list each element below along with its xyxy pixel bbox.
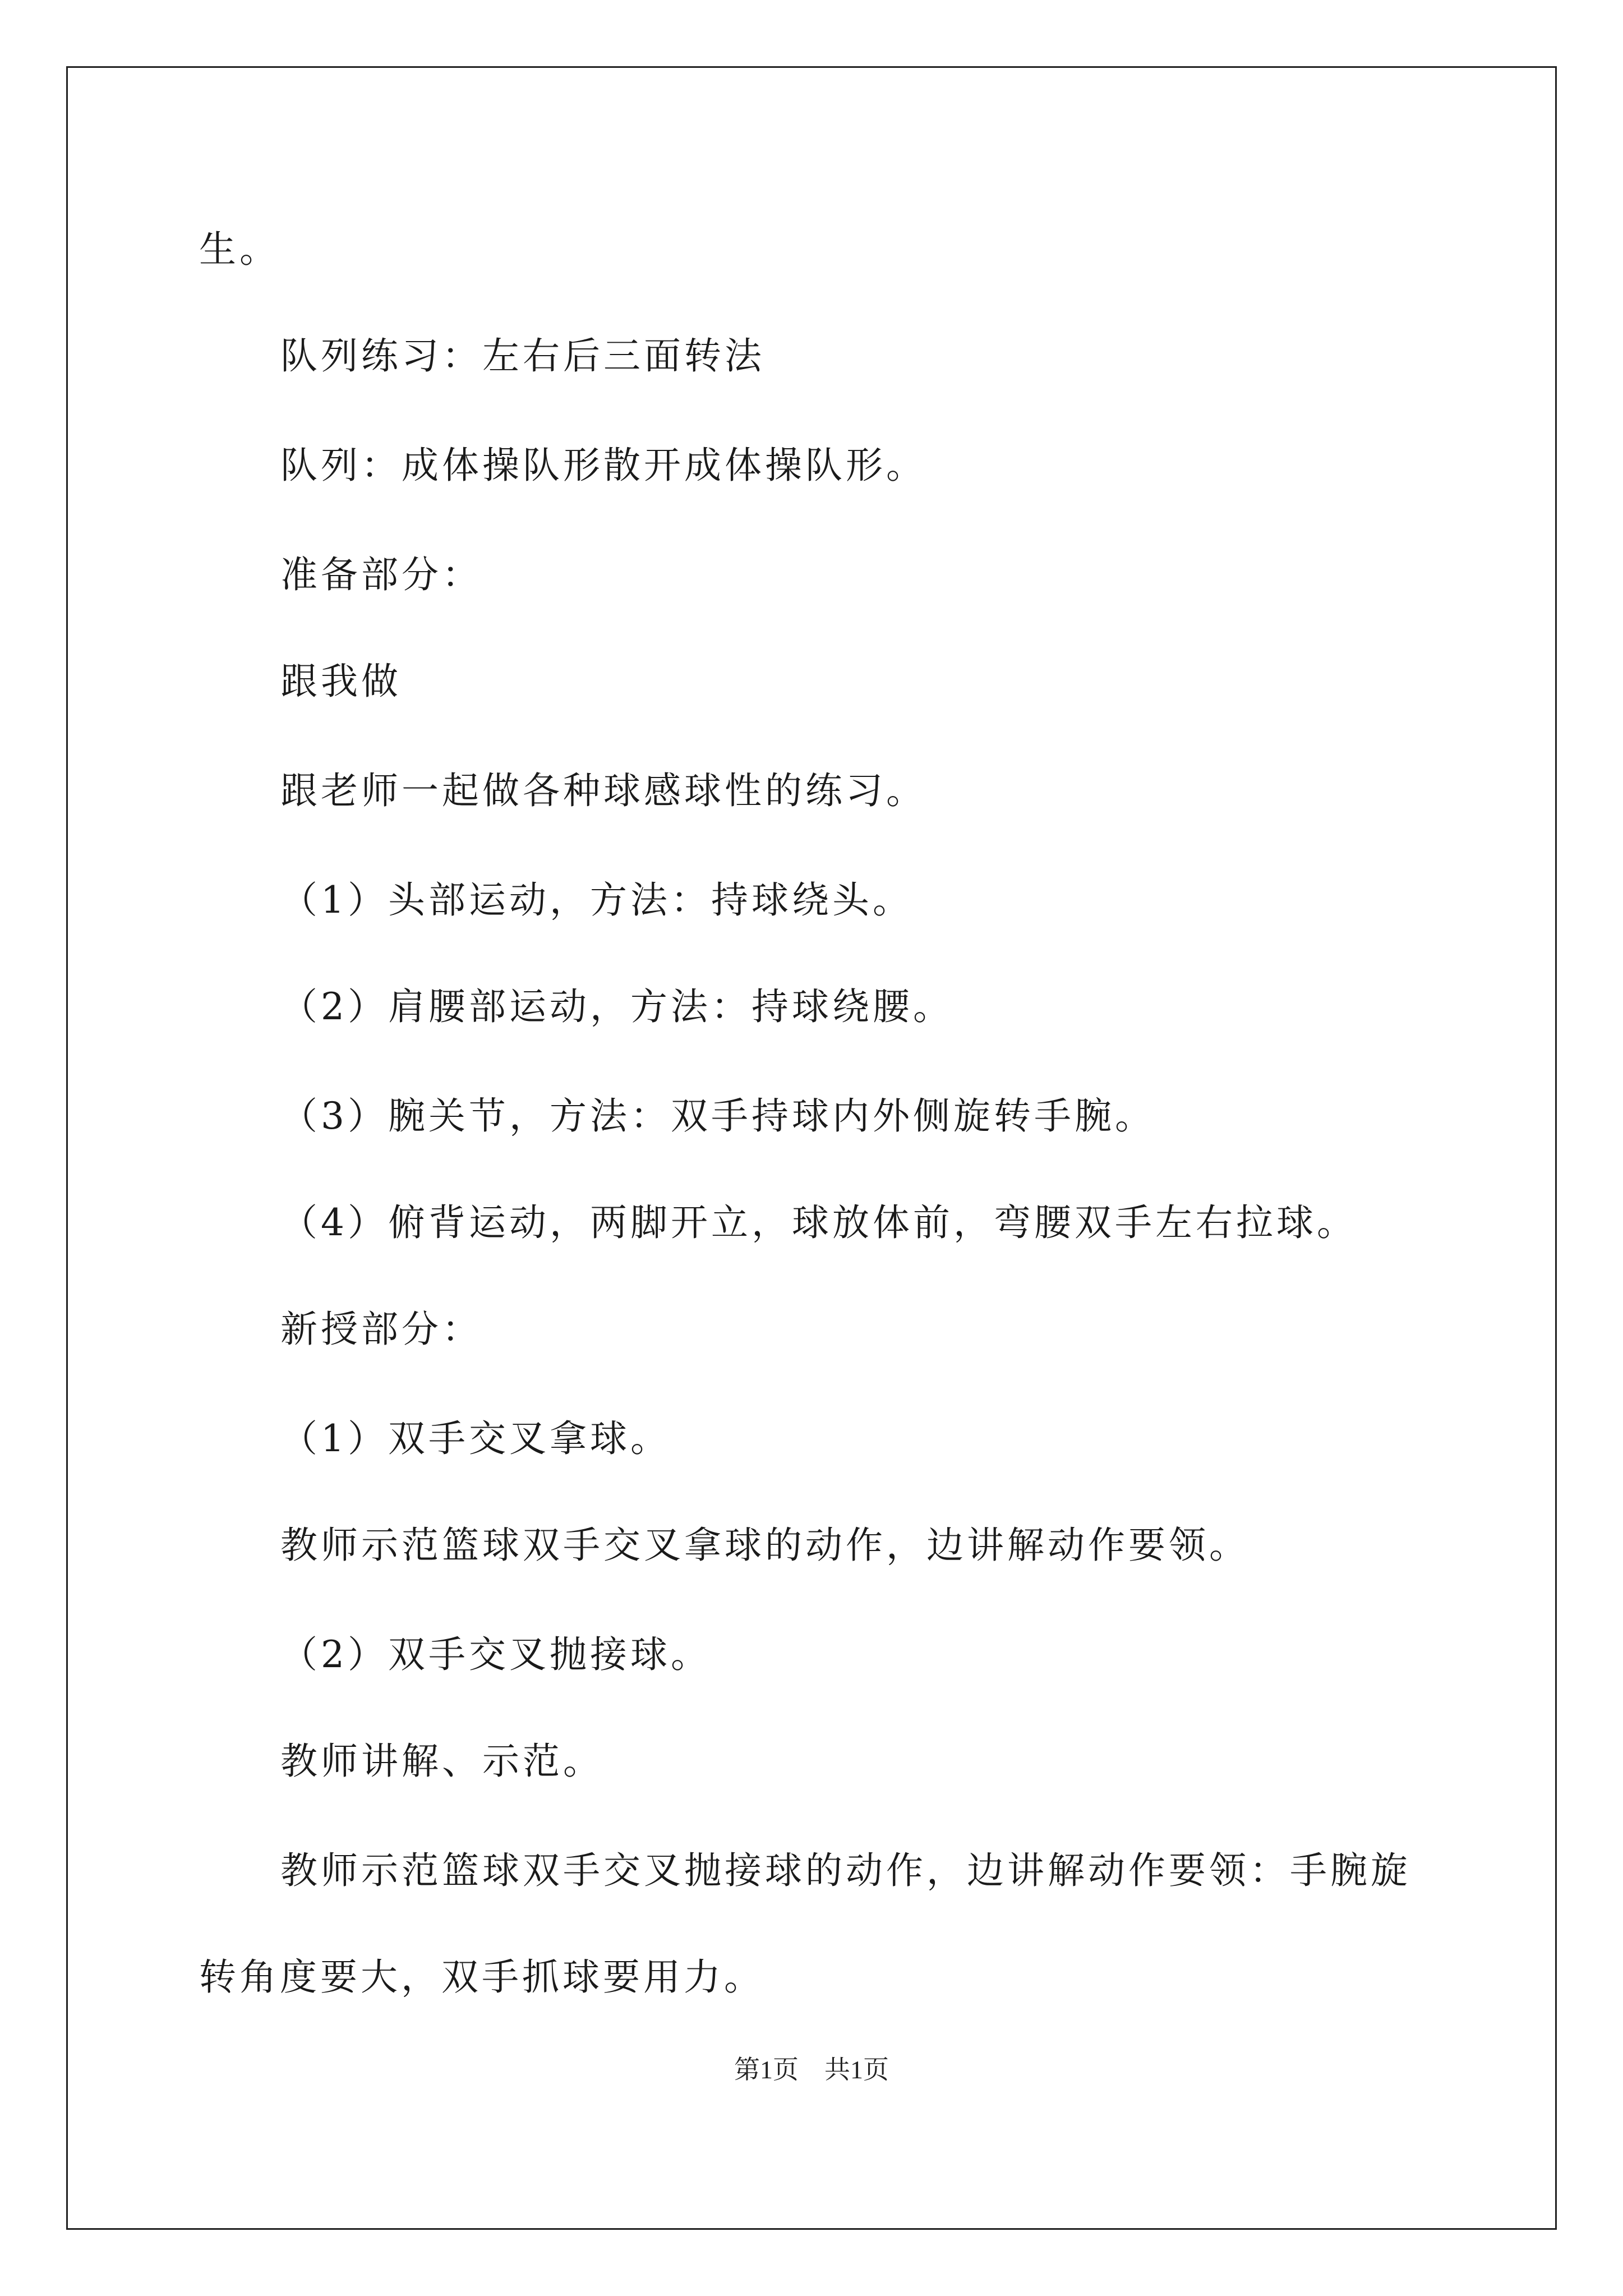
list-item-cross-hold: （1）双手交叉拿球。 — [280, 1417, 671, 1460]
paragraph-formation: 队列：成体操队形散开成体操队形。 — [280, 444, 926, 487]
paragraph-demo-toss-cont: 转角度要大，双手抓球要用力。 — [199, 1955, 764, 1999]
heading-preparation: 准备部分： — [280, 553, 482, 596]
list-item-cross-toss: （2）双手交叉抛接球。 — [280, 1633, 711, 1676]
page-border — [66, 66, 1557, 2230]
list-item-head: （1）头部运动，方法：持球绕头。 — [280, 878, 913, 922]
paragraph-explain-demo: 教师讲解、示范。 — [280, 1740, 603, 1783]
paragraph-demo-hold: 教师示范篮球双手交叉拿球的动作，边讲解动作要领。 — [280, 1524, 1249, 1567]
heading-new-lesson: 新授部分： — [280, 1308, 482, 1351]
paragraph-follow-me: 跟我做 — [280, 660, 402, 703]
list-item-wrist: （3）腕关节，方法：双手持球内外侧旋转手腕。 — [280, 1094, 1155, 1138]
paragraph-ball-feel: 跟老师一起做各种球感球性的练习。 — [280, 769, 926, 812]
page-footer: 第1页 共1页 — [734, 2055, 889, 2084]
list-item-shoulder-waist: （2）肩腰部运动，方法：持球绕腰。 — [280, 985, 953, 1028]
list-item-back: （4）俯背运动，两脚开立，球放体前，弯腰双手左右拉球。 — [280, 1201, 1357, 1244]
paragraph-demo-toss: 教师示范篮球双手交叉抛接球的动作，边讲解动作要领：手腕旋 — [280, 1849, 1411, 1892]
paragraph-formation-drill: 队列练习：左右后三面转法 — [280, 334, 765, 378]
paragraph-continuation: 生。 — [199, 228, 280, 271]
